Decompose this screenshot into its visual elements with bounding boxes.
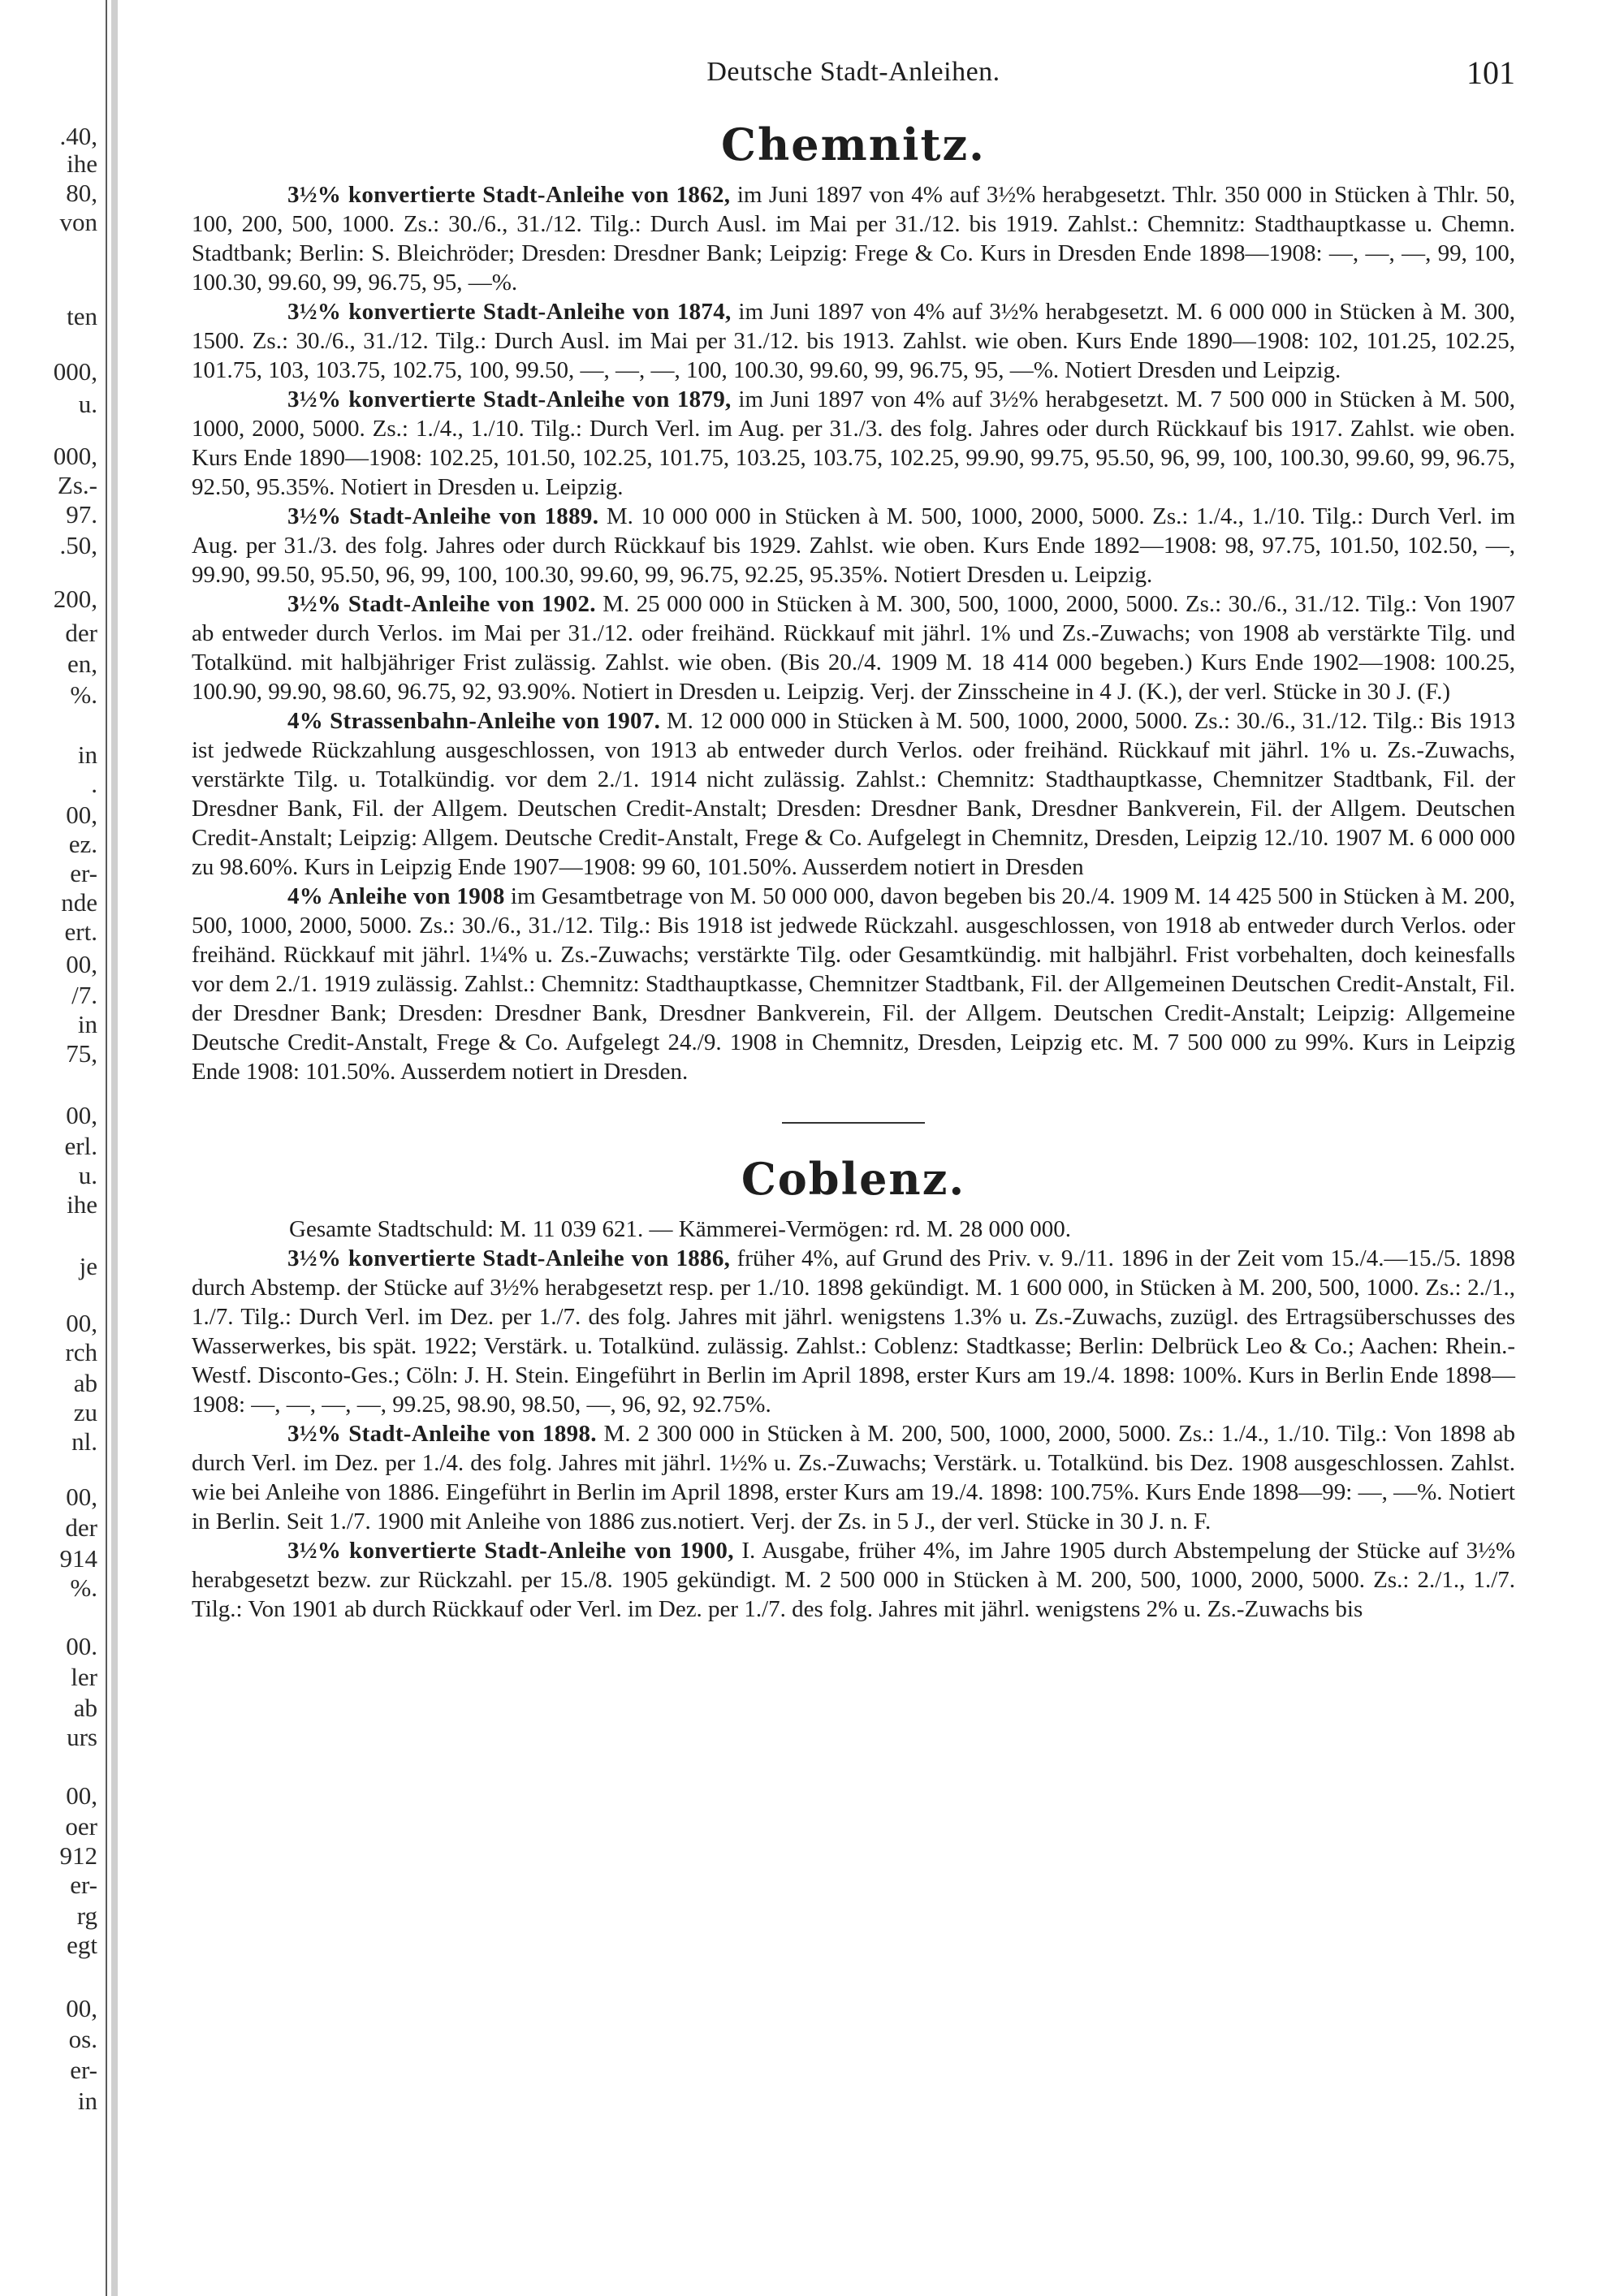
entry-paragraph — [192, 706, 1515, 882]
adjacent-page-fragment: er- — [70, 859, 97, 887]
adjacent-page-fragment: in — [77, 1010, 97, 1038]
entry-paragraph — [192, 1244, 1515, 1419]
adjacent-page-fragment: urs — [67, 1723, 97, 1751]
adjacent-page-fragment: 00. — [66, 1632, 97, 1660]
adjacent-page-fragment: oer — [65, 1812, 97, 1841]
entry-paragraph — [192, 1536, 1515, 1624]
section-title: Chemnitz. — [721, 119, 986, 170]
adjacent-page-fragment: %. — [70, 680, 97, 709]
entry-heading: 3½% Stadt-Anleihe von 1902. — [287, 591, 596, 617]
page-number: 101 — [1466, 54, 1515, 91]
section-intro: Gesamte Stadtschuld: M. 11 039 621. — Kämmerei-Vermögen: rd. M. 28 000 000. — [289, 1216, 1072, 1242]
entry-body: M. 12 000 000 in Stücken à M. 500, 1000, 2000, 5000. Zs.: 30./6., 31./12. Tilg.: Bis 1913 ist jedwede Rückzahlung ausgeschlossen, von 1913 ab entweder durch Verlos. oder freihänd. Rückkauf mit jährl. 1% u. Zs.-Zuwachs, verstärkte Tilg. u. Totalkündig. vor dem 2./1. 1914 nicht zulässig. Zahlst.: Chemnitz: Stadthauptkasse, Chemnitzer Stadtbank, Fil. der Dresdner Bank, Fil. der Allgem. Deutschen Credit-Anstalt; Dresden: Dresdner Bank, Dresdner Bankverein, Fil. der Allgem. Deutschen Credit-Anstalt; Leipzig: Allgem. Deutsche Credit-Anstalt, Frege & Co. Aufgelegt in Chemnitz, Dresden, Leipzig 12./10. 1907 M. 6 000 000 zu 98.60%. Kurs in Leipzig Ende 1907—1908: 99 60, 101.50%. Ausserdem notiert in Dresden — [192, 708, 1515, 880]
adjacent-page-fragment: 200, — [53, 585, 97, 613]
entry-heading: 3½% Stadt-Anleihe von 1898. — [287, 1421, 597, 1447]
adjacent-page-fragment: 00, — [66, 1994, 97, 2022]
adjacent-page-fragment: ihe — [67, 1190, 97, 1219]
entry-body: früher 4%, auf Grund des Priv. v. 9./11. 1896 in der Zeit vom 15./4.—15./5. 1898 durch Abstemp. der Stücke auf 3½% herabgesetzt resp. per 1./10. 1898 gekündigt. M. 1 600 000, in Stücken à M. 200, 500, 1000. Zs.: 2./1., 1./7. Tilg.: Durch Verl. im Dez. per 1./7. des folg. Jahres mit jährl. wenigstens 1.3% u. Zs.-Zuwachs, zuzügl. des Ertragsüberschusses des Wasserwerkes, bis spät. 1922; Verstärk. u. Totalkünd. zulässig. Zahlst.: Coblenz: Stadtkasse; Berlin: Delbrück Leo & Co.; Aachen: Rhein.-Westf. Disconto-Ges.; Cöln: J. H. Stein. Eingeführt in Berlin im April 1898, erster Kurs am 19./4. 1898: 100%. Kurs in Berlin Ende 1898—1908: —, —, —, —, 99.25, 98.90, 98.50, —, 96, 92, 92.75%. — [192, 1245, 1515, 1418]
adjacent-page-fragment: 914 — [59, 1544, 97, 1573]
adjacent-page-fragment: 00, — [66, 1309, 97, 1337]
adjacent-page-fragment: %. — [70, 1573, 97, 1602]
entry-paragraph — [192, 882, 1515, 1086]
adjacent-page-fragment: nl. — [71, 1427, 97, 1456]
adjacent-page-fragment: ab — [73, 1369, 97, 1397]
adjacent-page-fragment: in — [77, 2087, 97, 2115]
adjacent-page-fragment: ihe — [67, 149, 97, 178]
entry-heading: 3½% konvertierte Stadt-Anleihe von 1900, — [287, 1538, 734, 1564]
adjacent-page-fragment: ez. — [68, 830, 97, 858]
entry-paragraph — [192, 385, 1515, 502]
adjacent-page-fragment: rch — [65, 1338, 97, 1366]
entry-heading: 3½% konvertierte Stadt-Anleihe von 1879, — [287, 386, 732, 412]
adjacent-page-fragment: er- — [70, 2056, 97, 2084]
adjacent-page-fragment: ert. — [64, 917, 97, 946]
entry-heading: 3½% konvertierte Stadt-Anleihe von 1862, — [287, 182, 731, 208]
entry-body: M. 2 300 000 in Stücken à M. 200, 500, 1000, 2000, 5000. Zs.: 1./4., 1./10. Tilg.: Von 1898 ab durch Verl. im Dez. per 1./4. des folg. Jahres mit jährl. 1½% u. Zs.-Zuwachs; Verstärk. u. Totalkünd. bis Dez. 1908 ausgeschlossen. Zahlst. wie bei Anleihe von 1886. Eingeführt in Berlin im April 1898, erster Kurs am 19./4. 1898: 100.75%. Kurs Ende 1898—99: —, —%. Notiert in Berlin. Seit 1./7. 1900 mit Anleihe von 1886 zus.notiert. Verj. der Zs. in 5 J., der verl. Stücke in 30 J. n. F. — [192, 1421, 1515, 1534]
entry-body: I. Ausgabe, früher 4%, im Jahre 1905 durch Abstempelung der Stücke auf 3½% herabgesetzt bezw. zur Rückzahl. per 15./8. 1905 gekündigt. M. 2 500 000 in Stücken à M. 200, 500, 1000, 2000, 5000. Zs.: 2./1., 1./7. Tilg.: Von 1901 ab durch Rückkauf oder Verl. im Dez. per 1./7. des folg. Jahres mit jährl. wenigstens 2% u. Zs.-Zuwachs bis — [192, 1538, 1515, 1622]
adjacent-page-fragment: en, — [67, 650, 97, 678]
adjacent-page-fragment: 00, — [66, 801, 97, 829]
adjacent-page-fragment: 00, — [66, 1101, 97, 1129]
adjacent-page-fragment: 00, — [66, 950, 97, 978]
adjacent-page-fragment: ten — [67, 302, 97, 330]
adjacent-page-fragment: ler — [71, 1663, 97, 1691]
entry-paragraph — [192, 589, 1515, 706]
adjacent-page-fragment: os. — [68, 2025, 97, 2053]
adjacent-page-fragment: 75, — [66, 1039, 97, 1068]
adjacent-page-fragment: .50, — [59, 531, 97, 559]
page-fold-shadow — [111, 0, 118, 2296]
adjacent-page-fragment: zu — [73, 1398, 97, 1426]
entry-heading: 4% Strassenbahn-Anleihe von 1907. — [287, 708, 661, 734]
entry-body: im Gesamtbetrage von M. 50 000 000, davon begeben bis 20./4. 1909 M. 14 425 500 in Stücken à M. 200, 500, 1000, 2000, 5000. Zs.: 30./6., 31./12. Tilg.: Bis 1918 ist jedwede Rückzahl. ausgeschlossen, von 1918 ab entweder durch Verlos. oder freihänd. Rückkauf mit jährl. 1¼% u. Zs.-Zuwachs; verstärkte Tilg. oder Gesamtkündig. mit halbjährl. Frist vorbehalten, doch keinesfalls vor dem 2./1. 1919 zulässig. Zahlst.: Chemnitz: Stadthauptkasse, Chemnitzer Stadtbank, Fil. der Allgemeinen Deutschen Credit-Anstalt, Fil. der Dresdner Bank; Dresden: Dresdner Bank, Dresdner Bankverein, Fil. der Allgem. Deutschen Credit-Anstalt; Leipzig: Allgemeine Deutsche Credit-Anstalt, Frege & Co. Aufgelegt 24./9. 1908 in Chemnitz, Dresden, Leipzig etc. M. 7 500 000 zu 99%. Kurs in Leipzig Ende 1908: 101.50%. Ausserdem notiert in Dresden. — [192, 883, 1515, 1085]
entry-paragraph — [192, 1419, 1515, 1536]
section-title: Coblenz. — [741, 1153, 966, 1205]
adjacent-page-fragment: von — [59, 208, 97, 236]
running-head — [192, 54, 1515, 99]
adjacent-page-fragment: 80, — [66, 179, 97, 207]
adjacent-page-fragment: 000, — [53, 442, 97, 470]
entry-body: im Juni 1897 von 4% auf 3½% herabgesetzt. M. 6 000 000 in Stücken à M. 300, 1500. Zs.: 30./6., 31./12. Tilg.: Durch Ausl. im Mai per 31./12. bis 1913. Zahlst. wie oben. Kurs Ende 1890—1908: 102, 101.25, 102.25, 101.75, 103, 103.75, 102.75, 100, 99.50, —, —, —, 100, 100.30, 99.60, 99, 96.75, 95, —%. Notiert Dresden und Leipzig. — [192, 299, 1515, 383]
adjacent-page-fragment: der — [65, 1513, 97, 1542]
adjacent-page-fragment: ab — [73, 1694, 97, 1722]
adjacent-page-fragment: u. — [78, 390, 97, 418]
entry-body: im Juni 1897 von 4% auf 3½% herabgesetzt. Thlr. 350 000 in Stücken à Thlr. 50, 100, 200, 500, 1000. Zs.: 30./6., 31./12. Tilg.: Durch Ausl. im Mai per 31./12. bis 1919. Zahlst.: Chemnitz: Stadthauptkasse u. Chemn. Stadtbank; Berlin: S. Bleichröder; Dresden: Dresdner Bank; Leipzig: Frege & Co. Kurs in Dresden Ende 1898—1908: —, —, —, 99, 100, 100.30, 99.60, 99, 96.75, 95, —%. — [192, 182, 1516, 296]
entry-heading: 3½% konvertierte Stadt-Anleihe von 1874, — [287, 299, 732, 325]
adjacent-page-fragment: in — [77, 740, 97, 769]
adjacent-page-fragment: u. — [78, 1161, 97, 1189]
adjacent-page-fragment: rg — [76, 1901, 97, 1930]
adjacent-page-fragment: erl. — [64, 1132, 97, 1160]
entry-heading: 4% Anleihe von 1908 — [287, 883, 505, 909]
section-divider — [782, 1122, 925, 1124]
adjacent-page-margin — [0, 0, 122, 2296]
entry-heading: 3½% Stadt-Anleihe von 1889. — [287, 503, 599, 529]
adjacent-page-fragment: 000, — [53, 357, 97, 386]
adjacent-page-fragment: der — [65, 619, 97, 647]
adjacent-page-fragment: je — [79, 1252, 97, 1280]
adjacent-page-fragment: 97. — [66, 500, 97, 529]
adjacent-page-fragment: er- — [70, 1871, 97, 1899]
entry-paragraph — [192, 297, 1515, 385]
page-fold-line — [106, 0, 107, 2296]
entry-body: M. 10 000 000 in Stücken à M. 500, 1000, 2000, 5000. Zs.: 1./4., 1./10. Tilg.: Durch Verl. im Aug. per 31./3. des folg. Jahres oder durch Rückkauf bis 1929. Zahlst. wie oben. Kurs Ende 1892—1908: 98, 97.75, 101.50, 102.50, —, 99.90, 99.50, 95.50, 96, 99, 100, 100.30, 99.60, 99, 96.75, 92.25, 95.35%. Notiert Dresden u. Leipzig. — [192, 503, 1515, 588]
adjacent-page-fragment: /7. — [71, 981, 97, 1009]
running-title: Deutsche Stadt-Anleihen. — [706, 57, 1000, 87]
adjacent-page-fragment: 00, — [66, 1781, 97, 1810]
adjacent-page-fragment: egt — [67, 1931, 97, 1959]
adjacent-page-fragment: 00, — [66, 1482, 97, 1511]
entry-body: im Juni 1897 von 4% auf 3½% herabgesetzt. M. 7 500 000 in Stücken à M. 500, 1000, 2000, 5000. Zs.: 1./4., 1./10. Tilg.: Durch Verl. im Aug. per 31./3. des folg. Jahres oder durch Rückkauf bis 1917. Zahlst. wie oben. Kurs Ende 1890—1908: 102.25, 101.50, 102.25, 101.75, 103.25, 103.75, 102.25, 99.90, 99.75, 95.50, 96, 99, 100, 100.30, 99.60, 99, 96.75, 92.50, 95.35%. Notiert in Dresden u. Leipzig. — [192, 386, 1515, 500]
adjacent-page-fragment: Zs.- — [57, 471, 97, 499]
page-content — [192, 54, 1516, 1624]
adjacent-page-fragment: .40, — [59, 122, 97, 150]
adjacent-page-fragment: . — [91, 770, 97, 798]
adjacent-page-fragment: nde — [61, 888, 97, 917]
entry-paragraph — [192, 180, 1515, 297]
section-coblenz — [192, 1153, 1515, 1624]
entry-body: M. 25 000 000 in Stücken à M. 300, 500, 1000, 2000, 5000. Zs.: 30./6., 31./12. Tilg.: Von 1907 ab entweder durch Verlos. im Mai per 31./12. oder freihänd. Rückkauf mit jährl. 1% und Zs.-Zuwachs; von 1908 ab verstärkte Tilg. und Totalkünd. mit halbjähriger Frist zulässig. Zahlst. wie oben. (Bis 20./4. 1909 M. 18 414 000 begeben.) Kurs Ende 1902—1908: 100.25, 100.90, 99.90, 98.60, 96.75, 92, 93.90%. Notiert in Dresden u. Leipzig. Verj. der Zinsscheine in 4 J. (K.), der verl. Stücke in 30 J. (F.) — [192, 591, 1516, 705]
entry-heading: 3½% konvertierte Stadt-Anleihe von 1886, — [287, 1245, 731, 1271]
section-chemnitz — [192, 119, 1515, 1086]
adjacent-page-fragment: 912 — [59, 1841, 97, 1870]
entry-paragraph — [192, 502, 1515, 589]
